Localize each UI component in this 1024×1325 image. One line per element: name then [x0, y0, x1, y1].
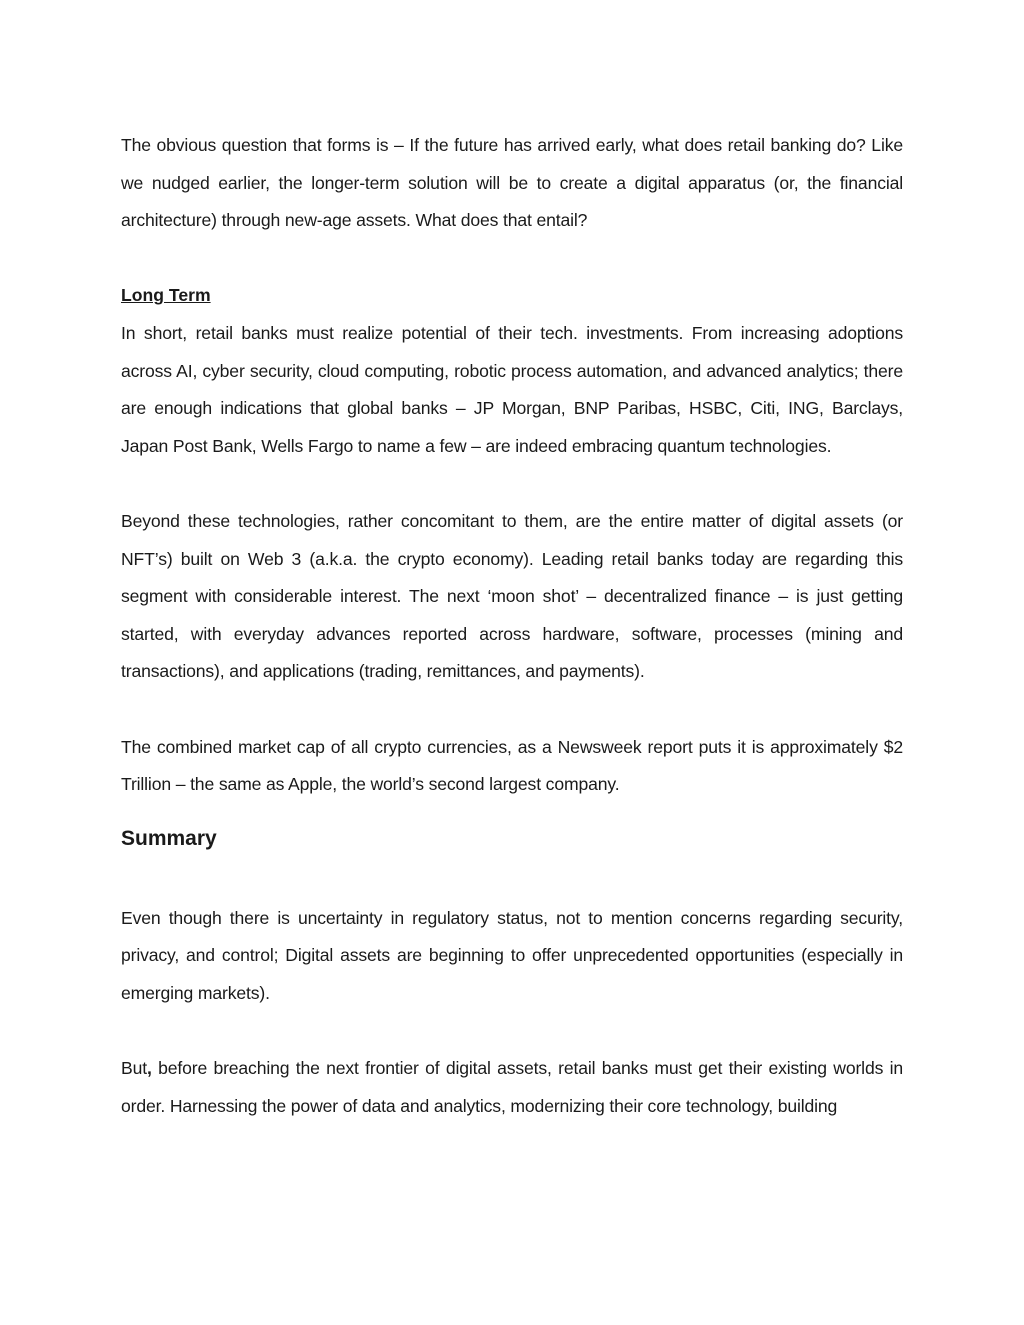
long-term-paragraph-2: Beyond these technologies, rather concomitant to them, are the entire matter of digital assets (or NFT’s) built on Web 3 (a.k.a. the crypto economy). Leading retail banks today are regarding this segment with considerable interest. The next ‘moon shot’ – decentralized finance – is just getting started, with everyday advances reported across hardware, software, processes (mining and transactions), and applications (trading, remittances, and payments).: [121, 510, 903, 682]
summary-paragraph-1: Even though there is uncertainty in regulatory status, not to mention concerns regarding security, privacy, and control; Digital assets are beginning to offer unprecedented opportunities (especially in emerging markets).: [121, 907, 903, 1003]
paragraph-gap: [121, 240, 903, 278]
long-term-paragraph-1: In short, retail banks must realize potential of their tech. investments. From increasing adoptions across AI, cyber security, cloud computing, robotic process automation, and advanced analytics; there are enough indications that global banks – JP Morgan, BNP Paribas, HSBC, Citi, ING, Barclays, Japan Post Bank, Wells Fargo to name a few – are indeed embracing quantum technologies.: [121, 322, 903, 456]
summary-paragraph-2: [121, 1050, 903, 1125]
intro-paragraph: The obvious question that forms is – If the future has arrived early, what does retail banking do? Like we nudged earlier, the longer-term solution will be to create a digital apparatus (or, the financial architecture) through new-age assets. What does that entail?: [121, 135, 903, 231]
heading-gap: [121, 862, 903, 900]
summary-paragraph-2-rest: before breaching the next frontier of digital assets, retail banks must get their existing worlds in order. Harnessing the power of data and analytics, modernizing their core technology, building: [121, 1058, 903, 1116]
document-page: [121, 127, 903, 1125]
long-term-paragraph-3: The combined market cap of all crypto currencies, as a Newsweek report puts it is approximately $2 Trillion – the same as Apple, the world’s second largest company.: [121, 736, 903, 795]
long-term-heading: Long Term: [121, 285, 211, 306]
paragraph-gap: [121, 691, 903, 729]
paragraph-gap: [121, 1012, 903, 1050]
paragraph-gap: [121, 465, 903, 503]
summary-paragraph-2-comma: ,: [146, 1058, 152, 1079]
summary-heading: Summary: [121, 826, 217, 850]
summary-paragraph-2-lead: But: [121, 1058, 147, 1079]
